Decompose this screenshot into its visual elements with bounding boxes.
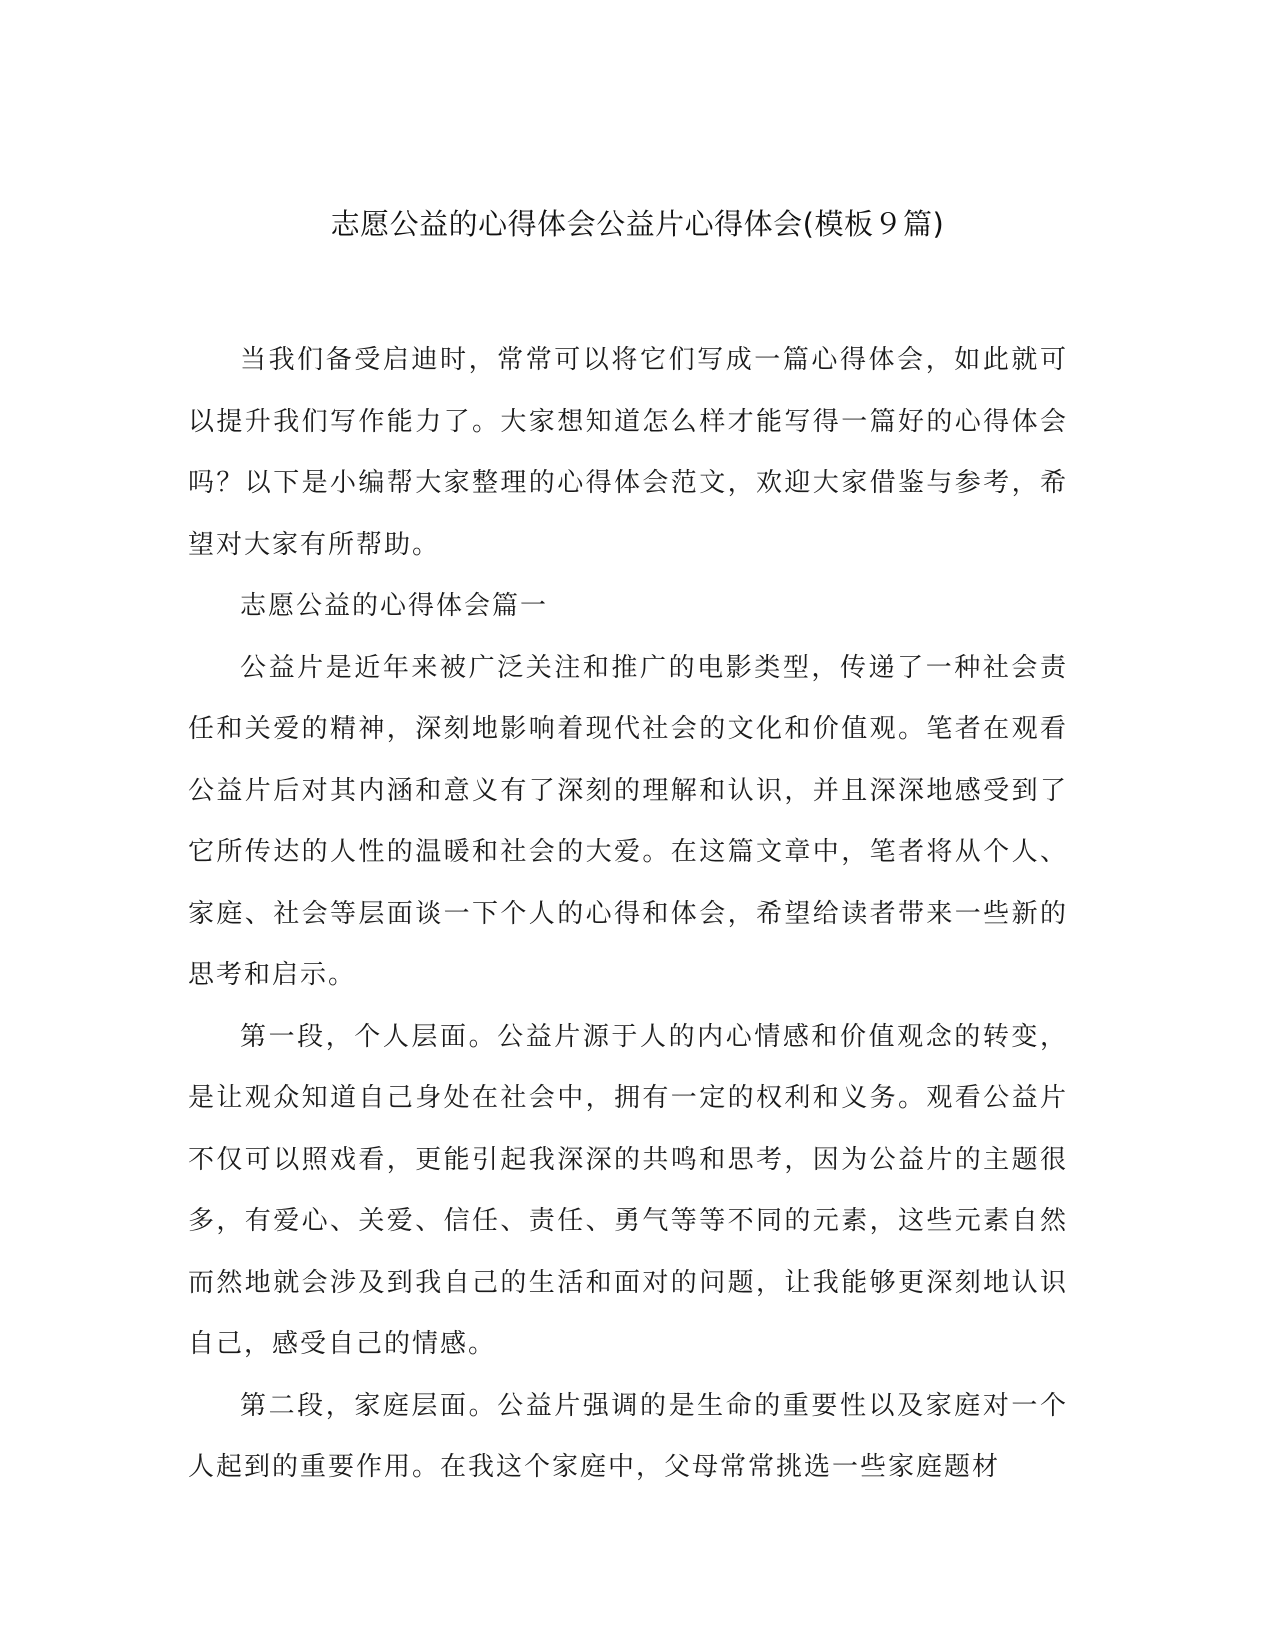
body-paragraph: 第二段，家庭层面。公益片强调的是生命的重要性以及家庭对一个人起到的重要作用。在我这个家庭中，父母常常挑选一些家庭题材 — [188, 1390, 1068, 1482]
intro-paragraph: 当我们备受启迪时，常常可以将它们写成一篇心得体会，如此就可以提升我们写作能力了。大家想知道怎么样才能写得一篇好的心得体会吗？以下是小编帮大家整理的心得体会范文，欢迎大家借鉴与参考，希望对大家有所帮助。 — [188, 345, 1068, 560]
document-title: 志愿公益的心得体会公益片心得体会(模板９篇) — [330, 207, 945, 241]
body-paragraph: 第一段，个人层面。公益片源于人的内心情感和价值观念的转变，是让观众知道自己身处在社会中，拥有一定的权利和义务。观看公益片不仅可以照戏看，更能引起我深深的共鸣和思考，因为公益片的主题很多，有爱心、关爱、信任、责任、勇气等等不同的元素，这些元素自然而然地就会涉及到我自己的生活和面对的问题，让我能够更深刻地认识自己，感受自己的情感。 — [188, 1021, 1068, 1359]
section-heading: 志愿公益的心得体会篇一 — [240, 591, 549, 621]
body-paragraph: 公益片是近年来被广泛关注和推广的电影类型，传递了一种社会责任和关爱的精神，深刻地影响着现代社会的文化和价值观。笔者在观看公益片后对其内涵和意义有了深刻的理解和认识，并且深深地感受到了它所传达的人性的温暖和社会的大爱。在这篇文章中，笔者将从个人、家庭、社会等层面谈一下个人的心得和体会，希望给读者带来一些新的思考和启示。 — [188, 652, 1068, 990]
document-body — [188, 330, 1068, 1499]
